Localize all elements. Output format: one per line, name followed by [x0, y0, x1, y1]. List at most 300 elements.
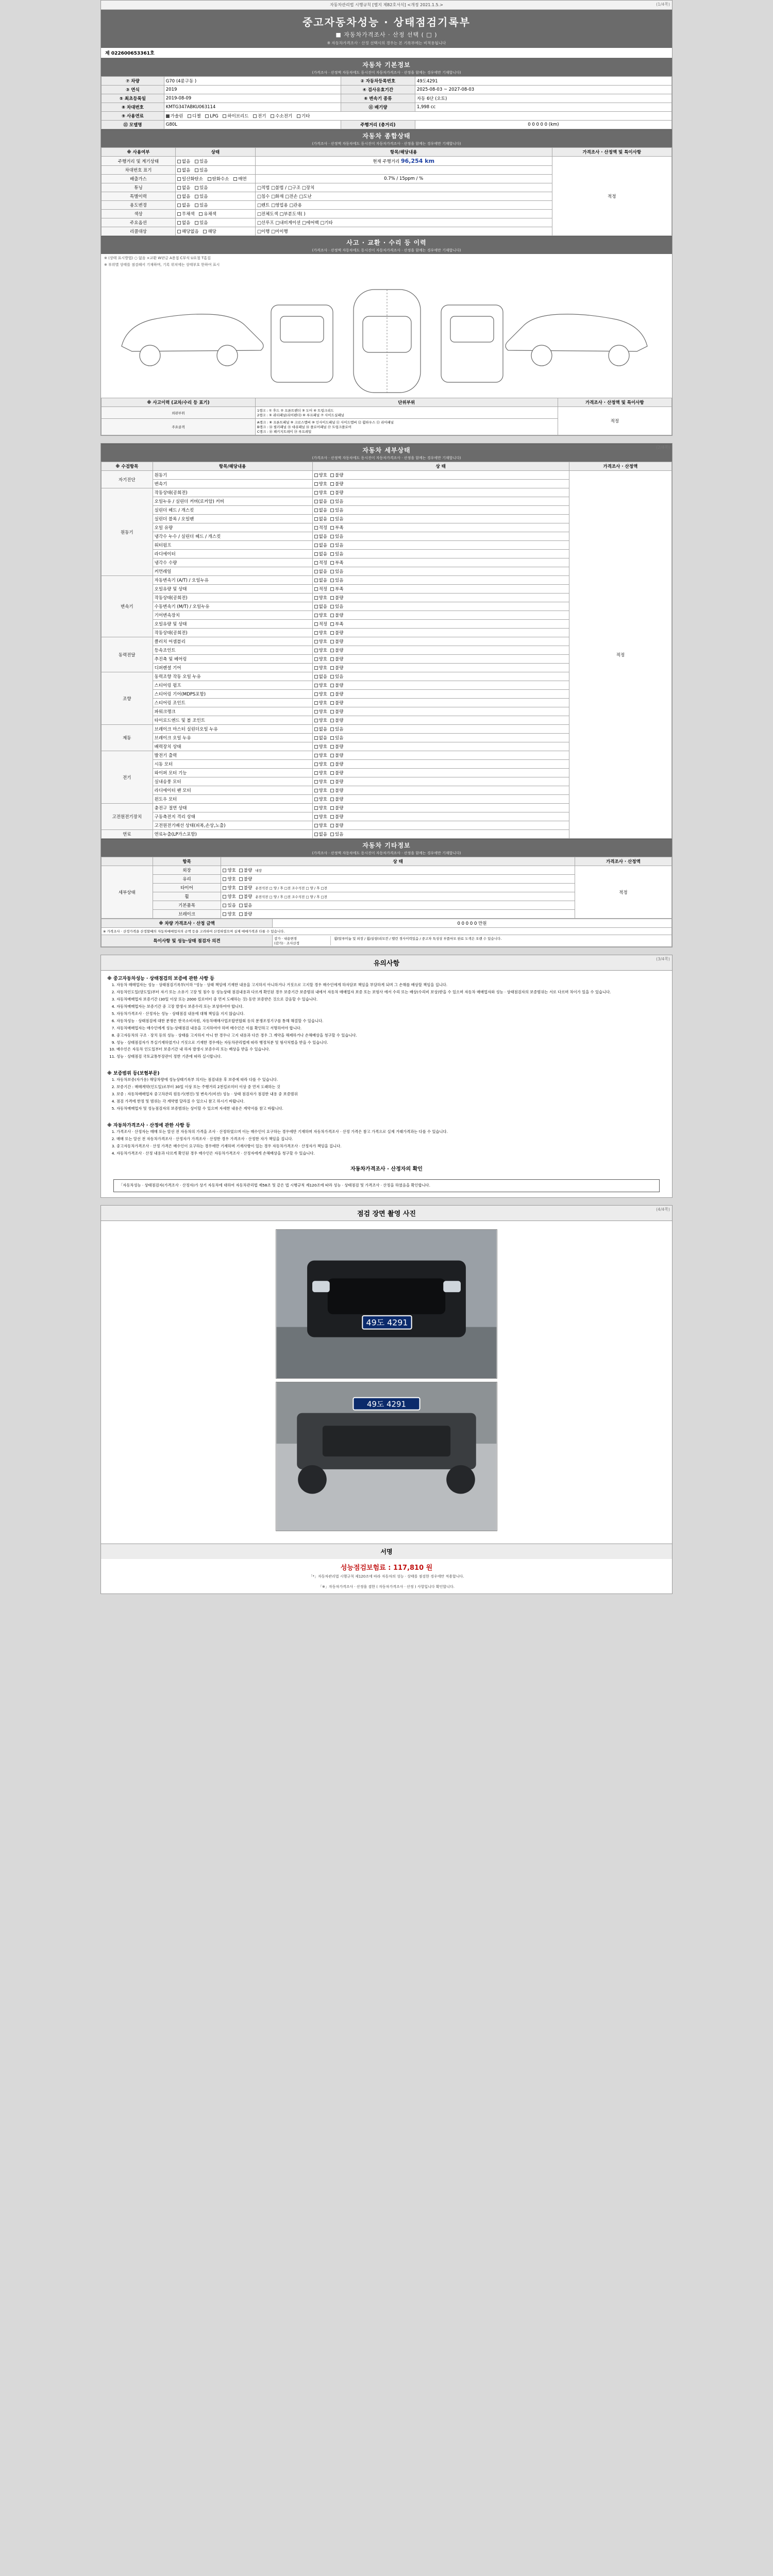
overall-col-state: 상태 [175, 148, 255, 157]
checkbox-second[interactable]: 있음 [330, 542, 343, 548]
car-rear-view [441, 305, 503, 382]
detail-item-label: 구동축전지 격리 상태 [153, 812, 312, 821]
page-tag: (1/4쪽) [656, 2, 670, 7]
overall-state-options[interactable] [175, 218, 255, 227]
footer-note-2: 「※」자동차가격조사 · 산정을 겸한 ( 자동차가격조사 · 산정 ) 사항입니다 확인합니다. [318, 1584, 455, 1589]
checkbox-second[interactable]: 불량 [330, 770, 343, 776]
checkbox-first[interactable]: 없음 [314, 551, 327, 557]
notice-list-item: 2. 자동차인도일(양도일)부터 자기 또는 소유기 고장 및 침수 등 성능상태 점검내용과 다르게 확인된 경우 보증기간 보증범위 내에서 자동차 매매업자 보증 또는 보험사 에서 수리 또는 배상(수리비 보상)받을 수 있으며 자동차 매매업자와 성능 · 상태점검자의 보증범위는 서로 다르며 차이가 있을 수 있습니다. [116, 990, 662, 995]
detail-item-state[interactable] [312, 786, 569, 795]
checkbox-second[interactable]: 없음 [239, 902, 252, 908]
notice-list-item: 3. 중고자동차가격조사 · 산정 가격은 매수인이 요구하는 경우에만 기재하며 기재사항이 있는 경우 자동차가격조사 · 산정자가 책임을 집니다. [116, 1144, 662, 1149]
basic-label-inspection: ④ 검사유효기간 [341, 86, 415, 94]
detail-item-label: 추진축 및 베어링 [153, 655, 312, 664]
detail-item-state[interactable] [312, 760, 569, 769]
detail-item-label: 실린더 블록 / 오일팬 [153, 515, 312, 523]
checkbox-second[interactable]: 불량 [330, 691, 343, 697]
accident-label-frame: 주요골격 [102, 419, 256, 435]
fuel-option-diesel[interactable]: 디젤 [188, 113, 200, 119]
detail-item-state[interactable] [312, 707, 569, 716]
detail-item-label: 오일유량 및 상태 [153, 620, 312, 629]
overall-item-options: 주요옵션 [102, 218, 176, 227]
price-value: 0 0 0 0 0 만원 [273, 919, 672, 928]
checkbox-first[interactable]: 양호 [314, 656, 327, 662]
checkbox-second[interactable]: 있음 [330, 735, 343, 741]
etc-group-label: 세부상태 [102, 866, 153, 919]
detail-item-state[interactable] [312, 821, 569, 830]
overall-item-tuning: 튜닝 [102, 183, 176, 192]
car-diagram-svg [101, 269, 672, 398]
detail-item-state[interactable] [312, 611, 569, 620]
detail-group-label: 전기 [102, 751, 153, 804]
overall-item-mileage: 주행거리 및 계기상태 [102, 157, 176, 166]
checkbox-color-achromatic[interactable]: 무채색 [177, 211, 195, 217]
detail-item-state[interactable] [312, 725, 569, 734]
basic-value-displacement: 1,998 cc [415, 103, 671, 112]
basic-value-firstreg: 2019-08-09 [164, 94, 341, 103]
detail-item-state[interactable] [312, 734, 569, 742]
detail-item-label: 브레이크 마스터 실린더오일 누유 [153, 725, 312, 734]
detail-rows [102, 471, 672, 839]
detail-item-label: 동력조향 작동 오일 누유 [153, 672, 312, 681]
checkbox-second[interactable]: 부족 [330, 560, 343, 566]
overall-detail-emission: 0.7% / 15ppm / % [255, 175, 552, 183]
basic-value-vin: KMTG347ABKU063114 [164, 103, 341, 112]
etc-item-state[interactable] [221, 910, 575, 919]
checkbox-recall-yes[interactable]: 해당 [203, 228, 216, 234]
checkbox-recall-na[interactable]: 해당없음 [177, 228, 199, 234]
detail-item-state[interactable] [312, 550, 569, 558]
checkbox-first[interactable]: 양호 [314, 630, 327, 636]
overall-state-emission[interactable] [175, 175, 255, 183]
checkbox-second[interactable]: 불량 [330, 778, 343, 785]
detail-item-state[interactable] [312, 567, 569, 576]
detail-group-label: 원동기 [102, 488, 153, 576]
checkbox-vin-none[interactable]: 없음 [177, 167, 190, 173]
etc-item-label: 휠 [153, 892, 221, 901]
overall-state-tuning[interactable] [175, 183, 255, 192]
checkbox-usage-none[interactable]: 없음 [177, 202, 190, 208]
detail-item-state[interactable] [312, 602, 569, 611]
overall-col-detail: 항목/해당내용 [255, 148, 552, 157]
overall-detail-usage: □렌트 □영업용 □관용 [255, 201, 552, 210]
checkbox-first[interactable]: 없음 [314, 507, 327, 513]
notice-section1-title: ※ 중고자동차성능 · 상태점검의 보증에 관한 사항 등 [107, 976, 214, 981]
checkbox-second[interactable]: 불량 [330, 665, 343, 671]
car-top-view [354, 290, 421, 393]
overall-note: 적정 [552, 157, 672, 236]
checkbox-first[interactable]: 없음 [314, 673, 327, 680]
notice-list-item: 4. 점검 가격에 한정 및 범위는 각 계약별 달라질 수 있으니 참고 하시기 바랍니다. [116, 1099, 662, 1105]
detail-item-state[interactable] [312, 716, 569, 725]
checkbox-second[interactable]: 부족 [330, 524, 343, 531]
checkbox-second[interactable]: 있음 [330, 831, 343, 837]
basic-label-car: ⑦ 차량 [102, 77, 164, 86]
checkbox-second[interactable]: 불량 [330, 761, 343, 767]
overall-state-recall[interactable] [175, 227, 255, 236]
checkbox-first[interactable]: 없음 [314, 542, 327, 548]
overall-col-item: ※ 사용여부 [102, 148, 176, 157]
section-accident-subtitle: (가격조사 · 산정액 자동차에도 동시진이 자동차가격조사 · 산정을 함께는 경우에만 기재합니다) [312, 248, 461, 252]
checkbox-hc[interactable]: 탄화수소 [208, 176, 229, 182]
basic-label-displacement: ⑪ 배기량 [341, 103, 415, 112]
fuel-option-other[interactable]: 기타 [297, 113, 310, 119]
detail-item-state[interactable] [312, 664, 569, 672]
insurance-fee-bar [101, 1559, 672, 1573]
car-damage-diagram [101, 269, 672, 398]
checkbox-first[interactable]: 없음 [314, 568, 327, 574]
basic-label-vin: ⑧ 차대번호 [102, 103, 164, 112]
checkbox-first[interactable]: 양호 [314, 778, 327, 785]
detail-item-state[interactable] [312, 699, 569, 707]
checkbox-second[interactable]: 있음 [330, 577, 343, 583]
price-note: ※ 가격조사 · 산정가격을 산정할때의 자동차매매업자의 금액 등을 고려하여 산정하였으며 실제 매매가격과 다를 수 있습니다. [102, 928, 672, 935]
checkbox-second[interactable]: 불량 [239, 893, 252, 900]
checkbox-first[interactable]: 양호 [314, 743, 327, 750]
detail-item-label: 변속기 [153, 480, 312, 488]
checkbox-first[interactable]: 양호 [314, 700, 327, 706]
car-right-side-view [506, 314, 647, 366]
checkbox-first[interactable]: 없음 [314, 533, 327, 539]
overall-detail-color: □전체도색 □부분도색( ) [255, 210, 552, 218]
detail-item-label: 작동상태(공회전) [153, 629, 312, 637]
checkbox-second[interactable]: 불량 [330, 787, 343, 793]
detail-item-state[interactable] [312, 506, 569, 515]
notice-list-item: 4. 자동차가격조사 · 산정 내용과 다르게 확인된 경우 매수인은 자동차가격조사 · 산정자에게 손해배상을 청구할 수 있습니다. [116, 1151, 662, 1157]
overall-state-history[interactable] [175, 192, 255, 201]
notice-list-item: 1. 가격조사 · 산정자는 매매 또는 알선 전 자동차의 가격을 조사 · 산정하였으며 이는 매수인이 요구하는 경우에만 기재하며 자동차가격조사 · 산정 가격은 참고 가격으로 실제 거래가격과는 다를 수 있습니다. [116, 1129, 662, 1135]
detail-col-group: ※ 수검항목 [102, 462, 153, 471]
detail-col-note: 가격조사 · 산정액 [569, 462, 671, 471]
detail-item-label: 스티어링 펌프 [153, 681, 312, 690]
etc-item-extra: 내장 [255, 869, 262, 873]
overall-detail-recall: □이행 □미이행 [255, 227, 552, 236]
checkbox-first[interactable]: 양호 [314, 481, 327, 487]
checkbox-second[interactable]: 불량 [239, 885, 252, 891]
checkbox-first[interactable]: 양호 [314, 612, 327, 618]
special-left-1: 감가 · 내용변경 [274, 937, 297, 941]
basic-info-table [101, 76, 672, 129]
etc-item-label: 외장 [153, 866, 221, 875]
checkbox-first[interactable]: 적정 [314, 621, 327, 627]
detail-item-state[interactable] [312, 471, 569, 480]
notice-list-item: 7. 자동차매매업자는 매수인에게 성능·상태점검 내용을 고지하여야 하며 매수인은 이를 확인하고 서명하여야 합니다. [116, 1026, 662, 1031]
checkbox-first[interactable]: 양호 [223, 885, 236, 891]
basic-value-regno: 49도4291 [415, 77, 671, 86]
photo-gallery [101, 1221, 672, 1544]
checkbox-options-none[interactable]: 없음 [177, 219, 190, 226]
checkbox-first[interactable]: 양호 [314, 682, 327, 688]
detail-item-state[interactable] [312, 812, 569, 821]
detail-item-state[interactable] [312, 541, 569, 550]
detail-group-label: 자기진단 [102, 471, 153, 488]
car-left-side-view [122, 314, 263, 366]
checkbox-first[interactable]: 적정 [314, 560, 327, 566]
etc-item-state[interactable] [221, 875, 575, 884]
overall-state-color[interactable] [175, 210, 255, 218]
detail-item-state[interactable] [312, 637, 569, 646]
notice-list-item: 9. 성능 · 상태점검자가 부실기재하였거나 거짓으로 기재한 경우에는 자동차관리법에 따라 행정처분 및 형사처벌을 받을 수 있습니다. [116, 1040, 662, 1046]
checkbox-first[interactable]: 양호 [314, 752, 327, 758]
notice-title: 유의사항 [101, 955, 672, 971]
overall-state-vin[interactable] [175, 166, 255, 175]
checkbox-first[interactable]: 양호 [314, 822, 327, 828]
checkbox-second[interactable]: 불량 [330, 743, 343, 750]
detail-item-state[interactable] [312, 795, 569, 804]
checkbox-color-chromatic[interactable]: 유채색 [199, 211, 216, 217]
checkbox-first[interactable]: 양호 [223, 867, 236, 873]
checkbox-first[interactable]: 없음 [314, 516, 327, 522]
checkbox-second[interactable]: 불량 [330, 595, 343, 601]
detail-item-label: 발전기 출력 [153, 751, 312, 760]
detail-item-state[interactable] [312, 690, 569, 699]
checkbox-first[interactable]: 양호 [314, 638, 327, 645]
checkbox-second[interactable]: 불량 [330, 612, 343, 618]
checkbox-first[interactable]: 양호 [314, 691, 327, 697]
detail-item-state[interactable] [312, 620, 569, 629]
checkbox-second[interactable]: 불량 [239, 911, 252, 917]
section-accident-title: 사고 · 교환 · 수리 등 이력 [346, 239, 427, 246]
checkbox-first[interactable]: 양호 [314, 770, 327, 776]
checkbox-first[interactable]: 양호 [223, 911, 236, 917]
checkbox-second[interactable]: 불량 [330, 489, 343, 496]
checkbox-second[interactable]: 부족 [330, 621, 343, 627]
accident-legend2: ※ 부위별 상태를 점검해서 기재하며, 기록 위치에는 상태부호 한하여 표시 [104, 263, 220, 267]
checkbox-second[interactable]: 불량 [330, 647, 343, 653]
detail-item-label: 등속조인트 [153, 646, 312, 655]
detail-item-state[interactable] [312, 497, 569, 506]
checkbox-second[interactable]: 불량 [330, 822, 343, 828]
notice-list-item: 1. 자동차 매매업자는 성능 · 상태점검기록부(이하 "성능 · 상태 책임에 기재한 내용을 고지하지 아니하거나 거짓으로 고지할 경우 매수인에게 하자담보 책임을 부담하게 되며 그 손해를 배상할 책임을 집니다. [116, 982, 662, 988]
checkbox-first[interactable]: 없음 [314, 726, 327, 732]
section-detail-title: 자동차 세부상태 [362, 447, 411, 454]
section-overall-subtitle: (가격조사 · 산정액 자동차에도 동시진이 자동차가격조사 · 산정을 함께는 경우에만 기재합니다) [312, 142, 461, 146]
checkbox-first[interactable]: 양호 [314, 796, 327, 802]
detail-item-state[interactable] [312, 769, 569, 777]
pledge-title: 자동차가격조사 · 산정자의 확인 [350, 1166, 423, 1172]
checkbox-second[interactable]: 있음 [330, 551, 343, 557]
etc-col-state: 상 태 [221, 857, 575, 866]
detail-item-label: 라디에이터 팬 모터 [153, 786, 312, 795]
detail-item-label: 배력장치 상태 [153, 742, 312, 751]
checkbox-first[interactable]: 양호 [314, 472, 327, 478]
checkbox-second[interactable]: 불량 [239, 876, 252, 882]
checkbox-smoke[interactable]: 매연 [233, 176, 246, 182]
section-basic-header [101, 58, 672, 76]
notice-section2-title: ※ 보증범위 등(보험부문) [107, 1071, 160, 1077]
detail-item-state[interactable] [312, 742, 569, 751]
detail-item-label: 파워크랭크 [153, 707, 312, 716]
checkbox-second[interactable]: 있음 [330, 726, 343, 732]
overall-state-mileage[interactable] [175, 157, 255, 166]
detail-item-label: 냉각수 누수 / 실린더 헤드 / 개스킷 [153, 532, 312, 541]
checkbox-second[interactable]: 불량 [239, 867, 252, 873]
checkbox-second[interactable]: 불량 [330, 656, 343, 662]
checkbox-first[interactable]: 양호 [314, 761, 327, 767]
detail-item-label: 충전구 절연 상태 [153, 804, 312, 812]
checkbox-first[interactable]: 양호 [223, 893, 236, 900]
photos-title: 점검 장면 촬영 사진 [101, 1206, 672, 1221]
checkbox-second[interactable]: 불량 [330, 717, 343, 723]
accident-col-status: ※ 사고이력 (교차/수리 등 표기) [102, 398, 256, 407]
basic-value-transmission: 자동 6단 (오토) [415, 94, 671, 103]
basic-label-regno: ② 자동차등록번호 [341, 77, 415, 86]
checkbox-second[interactable]: 있음 [330, 498, 343, 504]
checkbox-second[interactable]: 불량 [330, 708, 343, 715]
accident-col-unit: 단위부위 [255, 398, 558, 407]
checkbox-first[interactable]: 양호 [314, 665, 327, 671]
checkbox-first[interactable]: 없음 [314, 603, 327, 609]
etc-item-state[interactable] [221, 901, 575, 910]
detail-col-state: 상 태 [312, 462, 569, 471]
overall-detail-history: □침수 □화재 □전손 □도난 [255, 192, 552, 201]
basic-label-firstreg: ⑤ 최초등록일 [102, 94, 164, 103]
detail-item-label: 클러치 어셈블리 [153, 637, 312, 646]
detail-item-state[interactable] [312, 751, 569, 760]
checkbox-second[interactable]: 불량 [330, 805, 343, 811]
checkbox-first[interactable]: 양호 [314, 787, 327, 793]
section-basic-subtitle: (가격조사 · 산정액 자동차에도 동시진이 자동차가격조사 · 산정을 함께는 경우에만 기재합니다) [312, 71, 461, 75]
checkbox-second[interactable]: 있음 [330, 568, 343, 574]
fuel-option-electric[interactable]: 전기 [253, 113, 266, 119]
checkbox-tuning-none[interactable]: 없음 [177, 184, 190, 191]
notice-list-item: 10. 매수인은 자동차 인도일부터 보증기간 내 하자 발생시 보증수리 또는 배상을 받을 수 있습니다. [116, 1047, 662, 1053]
notice-list-item: 3. 보증 : 자동차매매업자 중고차관리 원동기(엔진) 및 변속기(미션) 성능 · 상태 점검자가 점검한 내용 중 보증범위 [116, 1092, 662, 1097]
detail-col-item: 항목/해당내용 [153, 462, 312, 471]
etc-item-label: 기본품목 [153, 901, 221, 910]
detail-item-state[interactable] [312, 558, 569, 567]
checkbox-mileage-none[interactable]: 없음 [177, 158, 190, 164]
notice-list-item: 4. 자동차매매업자는 보증기간 중 고장 발생시 보증수리 또는 보상하여야 합니다. [116, 1004, 662, 1010]
fuel-option-hybrid[interactable]: 하이브리드 [223, 113, 248, 119]
checkbox-second[interactable]: 불량 [330, 630, 343, 636]
detail-item-state[interactable] [312, 532, 569, 541]
checkbox-second[interactable]: 있음 [330, 516, 343, 522]
detail-note: 적정 [569, 471, 671, 839]
detail-item-state[interactable] [312, 629, 569, 637]
detail-item-state[interactable] [312, 585, 569, 594]
checkbox-first[interactable]: 양호 [314, 717, 327, 723]
detail-item-state[interactable] [312, 594, 569, 602]
checkbox-first[interactable]: 없음 [314, 498, 327, 504]
fuel-option-gasoline[interactable]: 가솔린 [166, 113, 183, 119]
detail-item-state[interactable] [312, 515, 569, 523]
detail-item-state[interactable] [312, 681, 569, 690]
checkbox-first[interactable]: 양호 [314, 708, 327, 715]
checkbox-second[interactable]: 부족 [330, 586, 343, 592]
page-tag-4: (4/4쪽) [656, 1207, 670, 1212]
detail-item-label: 시동 모터 [153, 760, 312, 769]
fuel-option-hydrogen[interactable]: 수소전기 [271, 113, 292, 119]
checkbox-second[interactable]: 있음 [330, 603, 343, 609]
checkbox-second[interactable]: 불량 [330, 481, 343, 487]
checkbox-second[interactable]: 불량 [330, 796, 343, 802]
checkbox-history-none[interactable]: 없음 [177, 193, 190, 199]
checkbox-first[interactable]: 없음 [314, 831, 327, 837]
insurance-fee-value: 117,810 원 [393, 1564, 433, 1572]
detail-item-state[interactable] [312, 655, 569, 664]
checkbox-first[interactable]: 양호 [314, 647, 327, 653]
overall-state-usage[interactable] [175, 201, 255, 210]
accident-label-outer: 외판부위 [102, 407, 256, 419]
accident-note-value: 적정 [558, 407, 671, 435]
detail-item-label: 라디에이터 [153, 550, 312, 558]
page-3 [100, 955, 673, 1198]
checkbox-second[interactable]: 불량 [330, 814, 343, 820]
detail-item-state[interactable] [312, 576, 569, 585]
etc-item-state[interactable] [221, 884, 575, 892]
overall-item-usage: 용도변경 [102, 201, 176, 210]
checkbox-first[interactable]: 양호 [314, 814, 327, 820]
checkbox-first[interactable]: 양호 [314, 805, 327, 811]
basic-value-year: 2019 [164, 86, 341, 94]
detail-item-state[interactable] [312, 488, 569, 497]
checkbox-second[interactable]: 불량 [330, 638, 343, 645]
car-front-view [271, 305, 333, 382]
checkbox-history-yes[interactable]: 있음 [195, 193, 208, 199]
checkbox-first[interactable]: 없음 [314, 577, 327, 583]
checkbox-co[interactable]: 일산화탄소 [177, 176, 203, 182]
detail-item-label: 브레이크 오일 누유 [153, 734, 312, 742]
checkbox-first[interactable]: 없음 [314, 735, 327, 741]
checkbox-tuning-yes[interactable]: 있음 [195, 184, 208, 191]
checkbox-second[interactable]: 있음 [330, 673, 343, 680]
overall-state-table [101, 147, 672, 236]
detail-item-state[interactable] [312, 777, 569, 786]
etc-item-label: 브레이크 [153, 910, 221, 919]
section-accident-header [101, 236, 672, 254]
fuel-option-lpg[interactable]: LPG [205, 114, 218, 119]
page-tag-2: (2/4쪽) [656, 445, 670, 450]
detail-item-state[interactable] [312, 480, 569, 488]
checkbox-first[interactable]: 양호 [223, 876, 236, 882]
checkbox-second[interactable]: 불량 [330, 472, 343, 478]
detail-item-state[interactable] [312, 646, 569, 655]
checkbox-second[interactable]: 불량 [330, 682, 343, 688]
document-title-block [101, 10, 672, 48]
detail-item-state[interactable] [312, 523, 569, 532]
checkbox-second[interactable]: 불량 [330, 752, 343, 758]
insurance-fee-label: 성능점검보험료 : [340, 1564, 391, 1572]
checkbox-first[interactable]: 있음 [223, 902, 236, 908]
etc-item-state[interactable] [221, 892, 575, 901]
checkbox-vin-yes[interactable]: 있음 [195, 167, 208, 173]
checkbox-options-yes[interactable]: 있음 [195, 219, 208, 226]
etc-item-state[interactable] [221, 866, 575, 875]
detail-item-label: 실내송풍 모터 [153, 777, 312, 786]
notice-list-item: 5. 자동차매매업자 및 성능점검자의 보증범위는 상이할 수 있으며 자세한 내용은 계약서를 참고 바랍니다. [116, 1106, 662, 1112]
checkbox-first[interactable]: 양호 [314, 595, 327, 601]
etc-item-label: 타이어 [153, 884, 221, 892]
checkbox-first[interactable]: 적정 [314, 586, 327, 592]
checkbox-usage-yes[interactable]: 있음 [195, 202, 208, 208]
document-subtitle: ■ 자동차가격조사 · 산정 선택 ( □ ) [335, 31, 438, 38]
checkbox-first[interactable]: 적정 [314, 524, 327, 531]
notice-section3-list [101, 1129, 672, 1162]
checkbox-second[interactable]: 있음 [330, 507, 343, 513]
overall-item-recall: 리콜대상 [102, 227, 176, 236]
detail-item-state[interactable] [312, 672, 569, 681]
basic-value-car: G70 (4륜구동 ) [164, 77, 341, 86]
checkbox-second[interactable]: 있음 [330, 533, 343, 539]
photo-underbody [276, 1382, 497, 1531]
notice-list-item: 11. 성능 · 상태점검 국토교통부장관이 정한 기준에 따라 실시합니다. [116, 1054, 662, 1060]
detail-item-state[interactable] [312, 804, 569, 812]
detail-item-state[interactable] [312, 830, 569, 839]
checkbox-first[interactable]: 양호 [314, 489, 327, 496]
checkbox-mileage-yes[interactable]: 있음 [195, 158, 208, 164]
checkbox-second[interactable]: 불량 [330, 700, 343, 706]
